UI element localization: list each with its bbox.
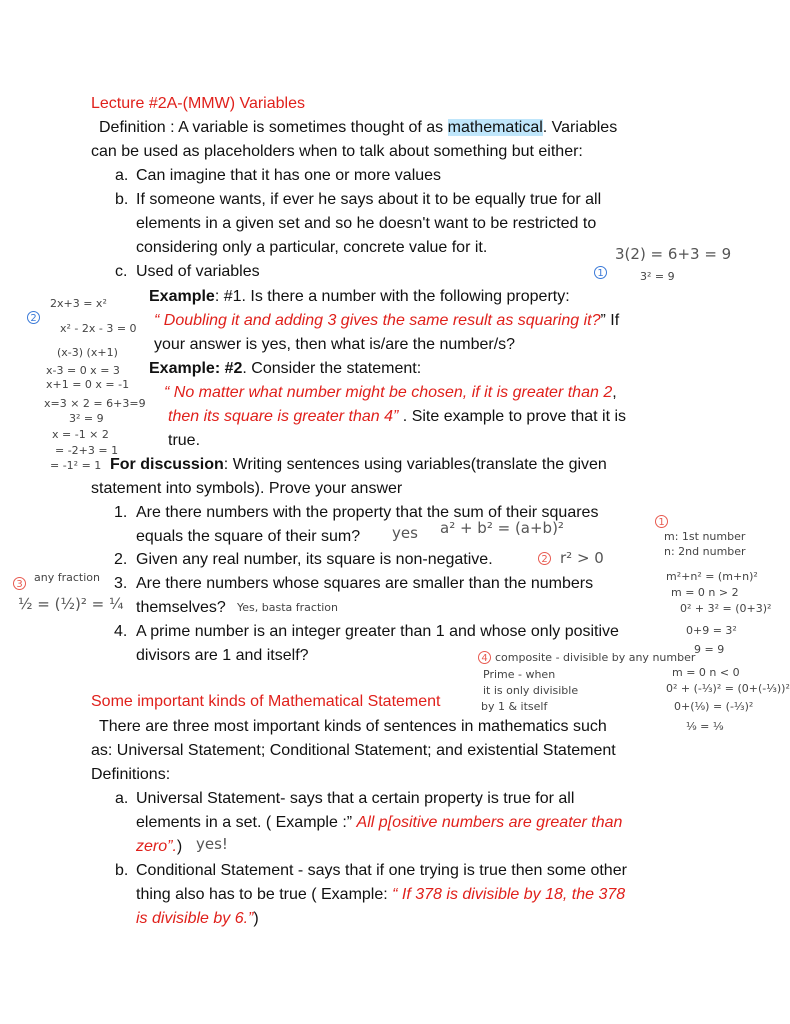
list-item: A prime number is an integer greater than 1 and whose only positive bbox=[136, 623, 619, 640]
list-item: Conditional Statement - says that if one trying is true then some other bbox=[136, 862, 627, 879]
handwritten-note: yes bbox=[392, 524, 418, 542]
circled-number-1: 1 bbox=[655, 515, 668, 528]
list-item: thing also has to be true ( Example: “ If 378 is divisible by 18, the 378 bbox=[136, 886, 626, 903]
handwritten-note: a² + b² = (a+b)² bbox=[440, 519, 564, 537]
handwritten-note: x+1 = 0 x = -1 bbox=[46, 378, 130, 391]
list-marker: 4. bbox=[114, 623, 128, 640]
handwritten-note: ⅑ = ⅑ bbox=[686, 720, 724, 733]
handwritten-note: composite - divisible by any number bbox=[495, 651, 696, 664]
example-2-quote-1: “ No matter what number might be chosen, if it is greater than 2, bbox=[164, 384, 617, 401]
handwritten-note: 3(2) = 6+3 = 9 bbox=[615, 245, 732, 263]
handwritten-note: r² > 0 bbox=[560, 549, 604, 567]
discussion-line-2: statement into symbols). Prove your answer bbox=[91, 480, 403, 497]
paragraph-line: Definitions: bbox=[91, 766, 171, 783]
circled-number-4: 4 bbox=[478, 651, 491, 664]
handwritten-note: Yes, basta fraction bbox=[237, 601, 339, 614]
list-marker: 2. bbox=[114, 551, 128, 568]
list-marker: b. bbox=[115, 191, 129, 208]
handwritten-note: m: 1st number bbox=[664, 530, 746, 543]
handwritten-note: yes! bbox=[196, 835, 228, 853]
list-item: zero”.) bbox=[136, 838, 183, 855]
example-1-heading: Example: #1. Is there a number with the following property: bbox=[149, 288, 570, 305]
handwritten-note: it is only divisible bbox=[483, 684, 579, 697]
example-2-quote-2: then its square is greater than 4” . Site example to prove that it is bbox=[168, 408, 627, 425]
handwritten-note: x-3 = 0 x = 3 bbox=[46, 364, 120, 377]
page-title: Lecture #2A-(MMW) Variables bbox=[91, 95, 305, 112]
definition-line-1: Definition : A variable is sometimes thought of as mathematical. Variables bbox=[99, 119, 618, 136]
handwritten-note: 0+(⅑) = (-⅓)² bbox=[674, 700, 754, 713]
paragraph-line: There are three most important kinds of sentences in mathematics such bbox=[99, 718, 607, 735]
list-marker: b. bbox=[115, 862, 129, 879]
handwritten-note: 0+9 = 3² bbox=[686, 624, 737, 637]
handwritten-note: 9 = 9 bbox=[694, 643, 725, 656]
paragraph-line: as: Universal Statement; Conditional Statement; and existential Statement bbox=[91, 742, 616, 759]
handwritten-note: Prime - when bbox=[483, 668, 556, 681]
handwritten-note: n: 2nd number bbox=[664, 545, 746, 558]
list-marker: a. bbox=[115, 167, 129, 184]
circled-number-2: 2 bbox=[538, 552, 551, 565]
list-item: equals the square of their sum? bbox=[136, 528, 361, 545]
example-2-line-4: true. bbox=[168, 432, 201, 449]
section-heading: Some important kinds of Mathematical Statement bbox=[91, 693, 441, 710]
handwritten-note: x=3 × 2 = 6+3=9 bbox=[44, 397, 146, 410]
list-item: elements in a set. ( Example :” All p[ositive numbers are greater than bbox=[136, 814, 623, 831]
circled-number-3: 3 bbox=[13, 577, 26, 590]
highlighted-word: mathematical bbox=[447, 119, 543, 136]
handwritten-note: m = 0 n < 0 bbox=[672, 666, 740, 679]
handwritten-note: x² - 2x - 3 = 0 bbox=[60, 322, 137, 335]
handwritten-note: 0² + (-⅓)² = (0+(-⅓))² bbox=[666, 682, 790, 695]
list-item: themselves? bbox=[136, 599, 226, 616]
list-item: divisors are 1 and itself? bbox=[136, 647, 309, 664]
handwritten-note: by 1 & itself bbox=[481, 700, 548, 713]
list-marker: a. bbox=[115, 790, 129, 807]
handwritten-note: = -2+3 = 1 bbox=[55, 444, 119, 457]
handwritten-note: 3² = 9 bbox=[69, 412, 104, 425]
list-item: Can imagine that it has one or more values bbox=[136, 167, 442, 184]
list-item: elements in a given set and so he doesn't want to be restricted to bbox=[136, 215, 597, 232]
list-item: is divisible by 6.”) bbox=[136, 910, 259, 927]
example-2-heading: Example: #2. Consider the statement: bbox=[149, 360, 422, 377]
handwritten-note: m = 0 n > 2 bbox=[671, 586, 739, 599]
discussion-heading: For discussion: Writing sentences using variables(translate the given bbox=[110, 456, 607, 473]
list-item: Given any real number, its square is non-negative. bbox=[136, 551, 493, 568]
handwritten-note: ½ = (½)² = ¼ bbox=[18, 595, 124, 613]
example-1-quote: “ Doubling it and adding 3 gives the same result as squaring it?” If bbox=[154, 312, 620, 329]
list-item: Are there numbers with the property that the sum of their squares bbox=[136, 504, 599, 521]
handwritten-note: any fraction bbox=[34, 571, 100, 584]
list-item: Used of variables bbox=[136, 263, 260, 280]
handwritten-note: (x-3) (x+1) bbox=[57, 346, 118, 359]
list-item: Universal Statement- says that a certain property is true for all bbox=[136, 790, 575, 807]
handwritten-note: 0² + 3² = (0+3)² bbox=[680, 602, 772, 615]
list-item: If someone wants, if ever he says about it to be equally true for all bbox=[136, 191, 602, 208]
definition-line-2: can be used as placeholders when to talk about something but either: bbox=[91, 143, 583, 160]
circled-number-2: 2 bbox=[27, 311, 40, 324]
handwritten-note: m²+n² = (m+n)² bbox=[666, 570, 758, 583]
list-marker: c. bbox=[115, 263, 128, 280]
list-marker: 1. bbox=[114, 504, 128, 521]
handwritten-note: 3² = 9 bbox=[640, 270, 675, 283]
list-marker: 3. bbox=[114, 575, 128, 592]
handwritten-note: = -1² = 1 bbox=[50, 459, 102, 472]
example-1-line-3: your answer is yes, then what is/are the number/s? bbox=[154, 336, 516, 353]
list-item: Are there numbers whose squares are smaller than the numbers bbox=[136, 575, 594, 592]
handwritten-note: 2x+3 = x² bbox=[50, 297, 107, 310]
circled-number-1: 1 bbox=[594, 266, 607, 279]
list-item: considering only a particular, concrete value for it. bbox=[136, 239, 488, 256]
handwritten-note: x = -1 × 2 bbox=[52, 428, 109, 441]
